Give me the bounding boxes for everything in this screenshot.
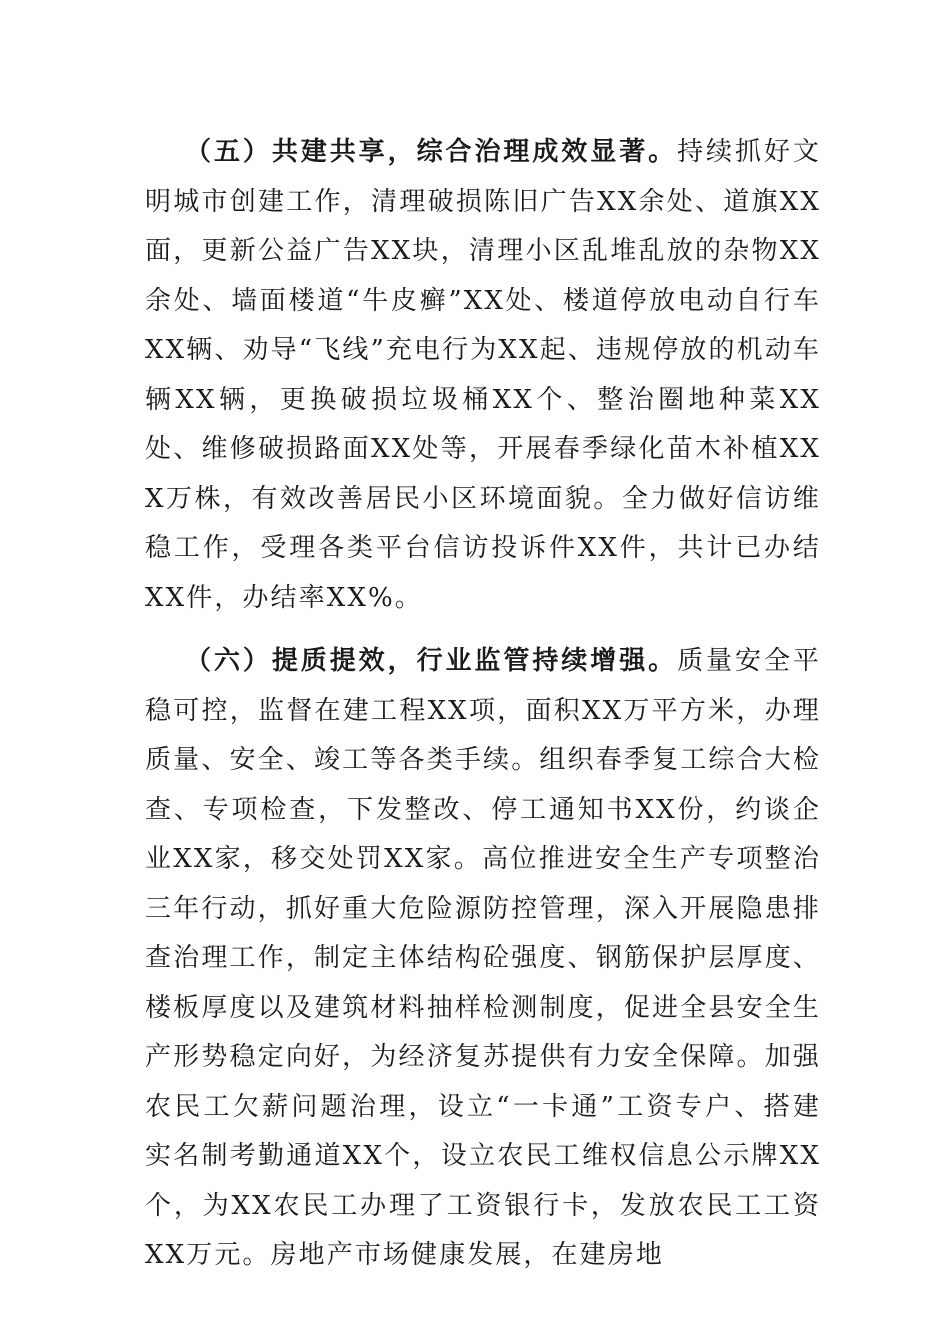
paragraph-6-heading: （六）提质提效，行业监管持续增强。 bbox=[185, 646, 678, 676]
paragraph-6 bbox=[145, 637, 821, 1281]
paragraph-5-body: 持续抓好文明城市创建工作，清理破损陈旧广告XX余处、道旗XX面，更新公益广告XX块，清理小区乱堆乱放的杂物XX余处、墙面楼道“牛皮癣”XX处、楼道停放电动自行车XX辆、劝导“飞线”充电行为XX起、违规停放的机动车辆XX辆，更换破损垃圾桶XX个、整治圈地种菜XX处、维修破损路面XX处等，开展春季绿化苗木补植XXX万株，有效改善居民小区环境面貌。全力做好信访维稳工作，受理各类平台信访投诉件XX件，共计已办结XX件，办结率XX%。 bbox=[145, 137, 821, 613]
document-body bbox=[145, 128, 821, 1281]
paragraph-6-body: 质量安全平稳可控，监督在建工程XX项，面积XX万平方米，办理质量、安全、竣工等各类手续。组织春季复工综合大检查、专项检查，下发整改、停工通知书XX份，约谈企业XX家，移交处罚XX家。高位推进安全生产专项整治三年行动，抓好重大危险源防控管理，深入开展隐患排查治理工作，制定主体结构砼强度、钢筋保护层厚度、楼板厚度以及建筑材料抽样检测制度，促进全县安全生产形势稳定向好，为经济复苏提供有力安全保障。加强农民工欠薪问题治理，设立“一卡通”工资专户、搭建实名制考勤通道XX个，设立农民工维权信息公示牌XX个，为XX农民工办理了工资银行卡，发放农民工工资XX万元。房地产市场健康发展，在建房地 bbox=[145, 646, 821, 1270]
paragraph-5 bbox=[145, 128, 821, 623]
paragraph-5-heading: （五）共建共享，综合治理成效显著。 bbox=[185, 137, 678, 167]
